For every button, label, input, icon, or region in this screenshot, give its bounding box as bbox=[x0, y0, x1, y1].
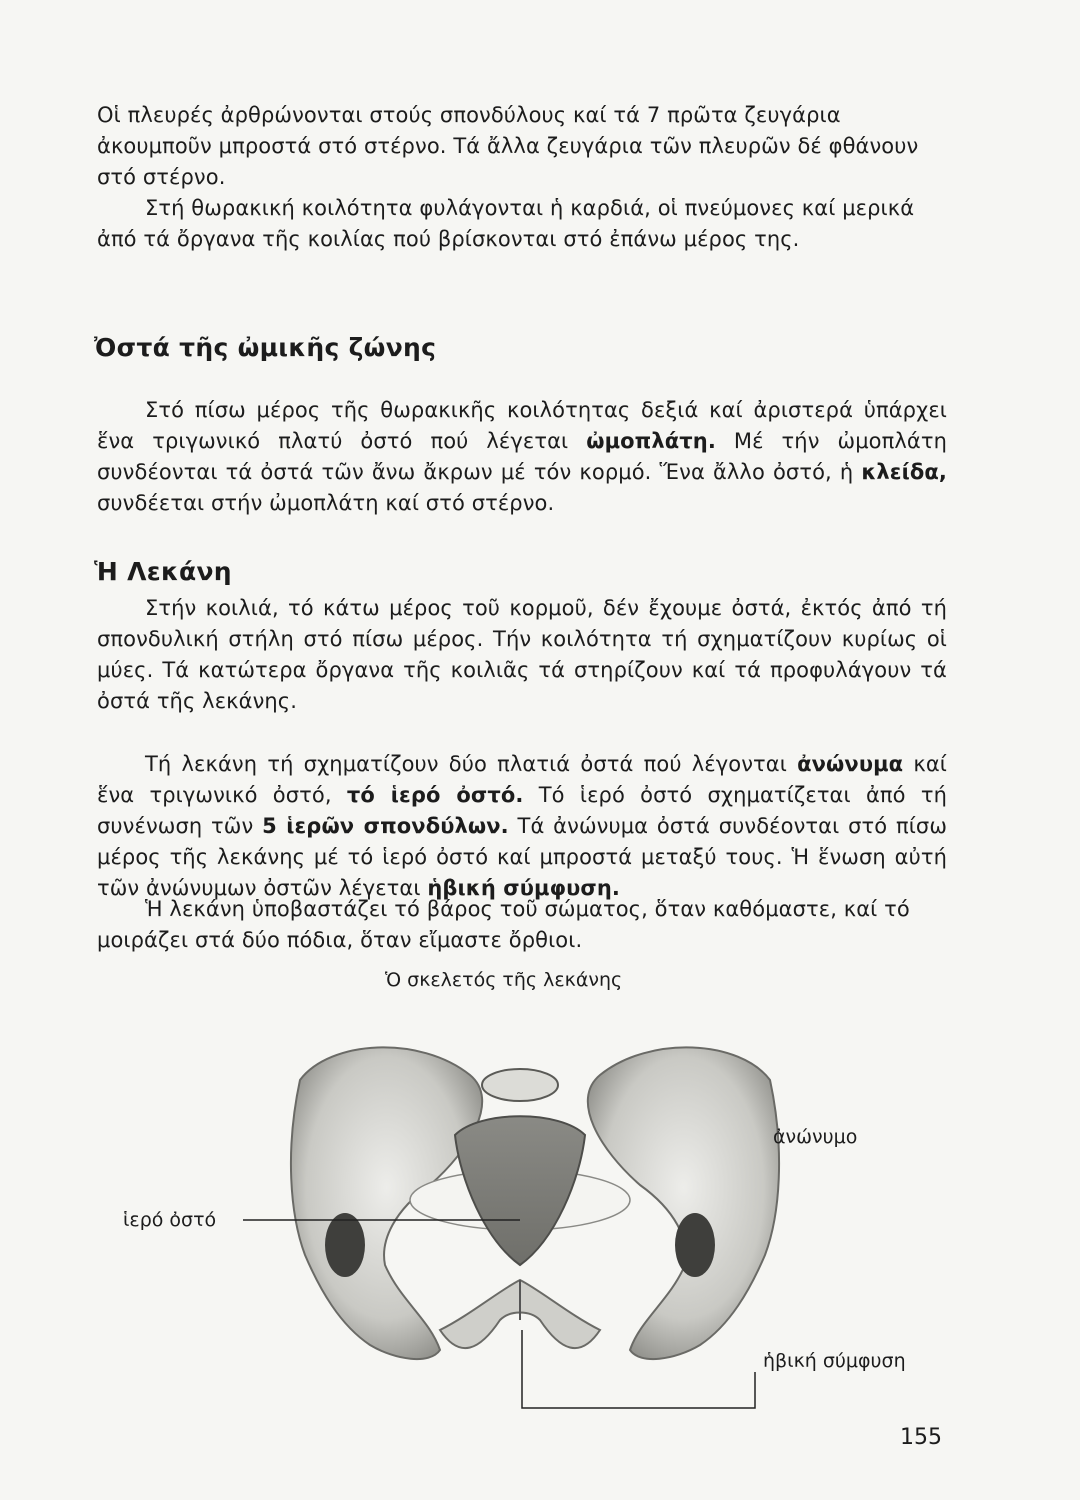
shoulder-heading: Ὀστά τῆς ὠμικῆς ζώνης bbox=[94, 333, 437, 362]
pelvis-heading: Ἡ Λεκάνη bbox=[94, 557, 232, 586]
pelvis-paragraph-1: Στήν κοιλιά, τό κάτω μέρος τοῦ κορμοῦ, δέν ἔχουμε ὀστά, ἐκτός ἀπό τή σπονδυλική στήλη στό πίσω μέρος. Τήν κοιλότητα τή σχηματίζουν κυρίως οἱ μύες. Τά κατώτερα ὄργανα τῆς κοιλιᾶς τά στηρίζουν καί τά προφυλάγουν τά ὀστά τῆς λεκάνης. bbox=[97, 596, 947, 713]
shoulder-bold-scapula: ὠμοπλάτη. bbox=[586, 429, 716, 453]
shoulder-text-c: συνδέεται στήν ὠμοπλάτη καί στό στέρνο. bbox=[97, 491, 555, 515]
shoulder-bold-clavicle: κλείδα, bbox=[861, 460, 947, 484]
shoulder-text-b: Μέ τήν ὠμοπλάτη συνδέονται τά ὀστά τῶν ἄνω ἄκρων μέ τόν κορμό. Ἕνα ἄλλο ὀστό, ἡ bbox=[97, 429, 947, 484]
pelvis-p2-text-a: Τή λεκάνη τή σχηματίζουν δύο πλατιά ὀστά πού λέγονται bbox=[145, 752, 798, 776]
shoulder-text-a: Στό πίσω μέρος τῆς θωρακικῆς κοιλότητας δεξιά καί ἀριστερά ὑπάρχει ἕνα τριγωνικό πλατύ ὀστό πού λέγεται bbox=[97, 398, 947, 453]
right-obturator bbox=[675, 1213, 715, 1277]
pelvis-p2-text-d: Τό ἱερό ὀστό σχηματίζεται ἀπό τή συνένωση τῶν bbox=[97, 783, 947, 838]
pelvis-paragraph-3: Ἡ λεκάνη ὑποβαστάζει τό βάρος τοῦ σώματος, ὅταν καθόμαστε, καί τό μοιράζει στά δύο πόδια, ὅταν εἴμαστε ὄρθιοι. bbox=[97, 897, 910, 952]
lumbar-vertebra bbox=[482, 1069, 558, 1101]
pelvis-bold-vertebrae: 5 ἱερῶν σπονδύλων. bbox=[262, 814, 509, 838]
pelvis-p2-text-c: καί ἕνα τριγωνικό ὀστό, bbox=[97, 752, 947, 807]
intro-text-2: Στή θωρακική κοιλότητα φυλάγονται ἡ καρδιά, οἱ πνεύμονες καί μερικά ἀπό τά ὄργανα τῆς κοιλίας πού βρίσκονται στό ἐπάνω μέρος της. bbox=[97, 196, 915, 251]
sacrum bbox=[455, 1116, 585, 1265]
pelvis-bold-anonyma: ἀνώνυμα bbox=[797, 752, 904, 776]
pelvis-p2-text-e: Τά ἀνώνυμα ὀστά συνδέονται στό πίσω μέρος τῆς λεκάνης μέ τό ἱερό ὀστό καί μπροστά μεταξύ τους. Ἡ ἕνωση αὐτή τῶν ἀνώνυμων ὀστῶν λέγεται bbox=[97, 814, 948, 900]
label-symphysis: ἡβική σύμφυση bbox=[763, 1350, 906, 1372]
pelvis-bold-sacrum: τό ἱερό ὀστό. bbox=[346, 783, 524, 807]
page-number: 155 bbox=[900, 1425, 942, 1450]
intro-text-1: Οἱ πλευρές ἀρθρώνονται στούς σπονδύλους καί τά 7 πρῶτα ζευγάρια ἀκουμποῦν μπροστά στό στέρνο. Τά ἄλλα ζευγάρια τῶν πλευρῶν δέ φθάνουν στό στέρνο. bbox=[97, 103, 919, 189]
label-sacrum: ἱερό ὀστό bbox=[123, 1209, 217, 1231]
left-obturator bbox=[325, 1213, 365, 1277]
pelvis-bold-symphysis: ἡβική σύμφυση. bbox=[427, 876, 620, 900]
figure-caption: Ὁ σκελετός τῆς λεκάνης bbox=[385, 969, 623, 991]
label-anonymo: ἀνώνυμο bbox=[773, 1126, 858, 1148]
